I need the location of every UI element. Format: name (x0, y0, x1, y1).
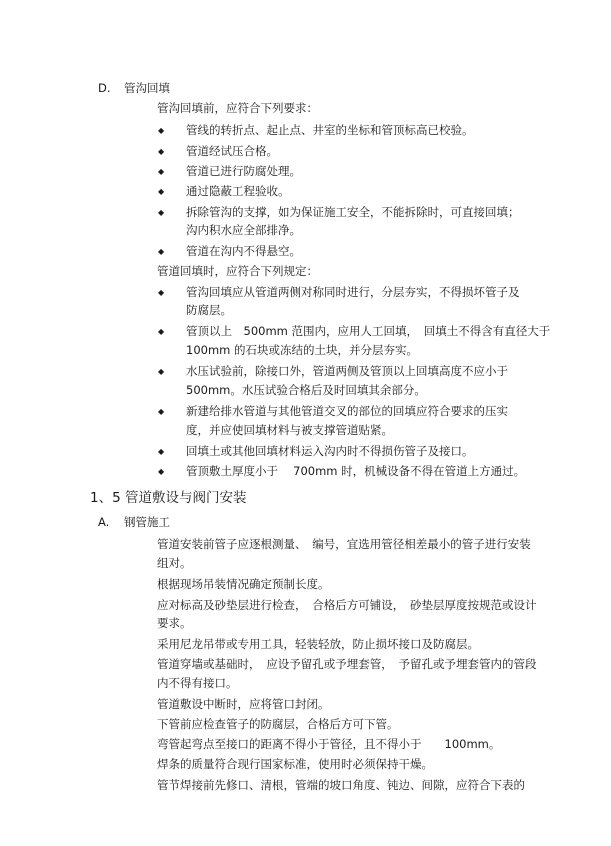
section-a-marker: A. (98, 515, 110, 529)
rule-4-line-2: 度，并应使回填材料与被支撑管道贴紧。 (186, 423, 393, 437)
bullet-icon: ◆ (158, 407, 165, 416)
req-3-line-1: 管道已进行防腐处理。 (186, 164, 301, 178)
section-d-marker: D. (98, 81, 111, 95)
section-1-5-title: 1、5 管道敷设与阀门安装 (90, 490, 247, 506)
para-line: 管道敷设中断时，应将管口封闭。 (157, 697, 330, 711)
para-line: 根据现场吊装情况确定预制长度。 (157, 577, 330, 591)
req-2-line-1: 管道经试压合格。 (186, 144, 278, 158)
para-line: 组对。 (157, 556, 192, 570)
rule-3-line-2: 500mm。水压试验合格后及时回填其余部分。 (186, 383, 426, 397)
bullet-icon: ◆ (158, 288, 165, 297)
section-d-title: 管沟回填 (124, 81, 170, 95)
req-4-line-1: 通过隐蔽工程验收。 (186, 184, 290, 198)
bullet-icon: ◆ (158, 126, 165, 135)
para-line: 内不得有接口。 (157, 676, 238, 690)
req-5-line-2: 沟内积水应全部排净。 (186, 223, 301, 237)
para-line: 应对标高及砂垫层进行检查， 合格后方可铺设， 砂垫层厚度按规范或设计 (157, 598, 537, 612)
rule-1-line-1: 管沟回填应从管道两侧对称同时进行，分层夯实，不得损坏管子及 (186, 285, 520, 299)
bullet-icon: ◆ (158, 367, 165, 376)
bullet-icon: ◆ (158, 327, 165, 336)
bullet-icon: ◆ (158, 208, 165, 217)
bullet-icon: ◆ (158, 247, 165, 256)
bullet-icon: ◆ (158, 167, 165, 176)
req-5-line-1: 拆除管沟的支撑，如为保证施工安全，不能拆除时，可直接回填； (186, 205, 520, 219)
rule-2-line-1: 管顶以上 500mm 范围内，应用人工回填， 回填土不得含有直径大于 (186, 324, 551, 338)
bullet-icon: ◆ (158, 147, 165, 156)
para-line: 焊条的质量符合现行国家标准，使用时必须保持干燥。 (157, 757, 433, 771)
rule-5-line-1: 回填土或其他回填材料运入沟内时不得损伤管子及接口。 (186, 444, 474, 458)
para-line: 采用尼龙吊带或专用工具，轻装轻放，防止损坏接口及防腐层。 (157, 637, 479, 651)
rule-1-line-2: 防腐层。 (186, 303, 232, 317)
para-line: 弯管起弯点至接口的距离不得小于管径，且不得小于 100mm。 (157, 737, 501, 751)
bullet-icon: ◆ (158, 187, 165, 196)
req-1-line-1: 管线的转折点、起止点、井室的坐标和管顶标高已校验。 (186, 123, 474, 137)
rule-4-line-1: 新建给排水管道与其他管道交叉的部位的回填应符合要求的压实 (186, 404, 508, 418)
bullet-icon: ◆ (158, 467, 165, 476)
para-line: 管道安装前管子应逐根测量、 编号，宜选用管径相差最小的管子进行安装 (157, 537, 531, 551)
rule-2-line-2: 100mm 的石块或冻结的土块，并分层夯实。 (186, 343, 419, 357)
para-line: 管节焊接前先修口、清根，管端的坡口角度、钝边、间隙，应符合下表的 (157, 778, 525, 792)
section-d-intro-2: 管道回填时，应符合下列规定： (157, 264, 318, 278)
para-line: 要求。 (157, 616, 192, 630)
rule-6-line-1: 管顶敷土厚度小于 700mm 时，机械设备不得在管道上方通过。 (186, 464, 526, 478)
para-line: 管道穿墙或基础时， 应设予留孔或予埋套管， 予留孔或予埋套管内的管段 (157, 657, 537, 671)
section-a-title: 钢管施工 (124, 515, 170, 529)
req-6-line-1: 管道在沟内不得悬空。 (186, 244, 301, 258)
para-line: 下管前应检查管子的防腐层，合格后方可下管。 (157, 717, 399, 731)
rule-3-line-1: 水压试验前，除接口外，管道两侧及管顶以上回填高度不应小于 (186, 364, 508, 378)
section-d-intro-1: 管沟回填前，应符合下列要求： (157, 101, 318, 115)
bullet-icon: ◆ (158, 447, 165, 456)
